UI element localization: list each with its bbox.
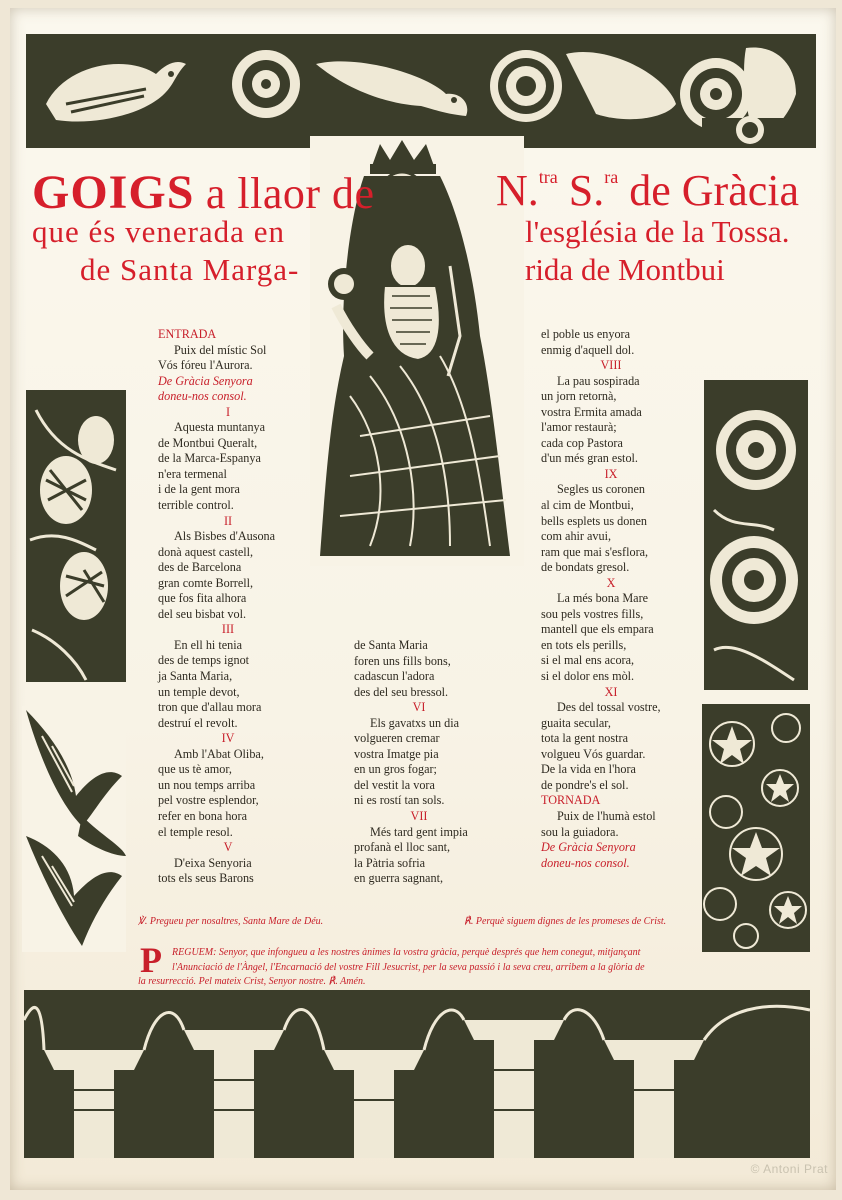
prayer-block — [138, 940, 700, 990]
verse-line: Els gavatxs un dia — [370, 715, 460, 730]
pinecone-woodcut — [26, 390, 126, 682]
verse-line: l'amor restaurà; — [541, 420, 617, 435]
verse-line: ni es rostí tan sols. — [354, 793, 445, 808]
stanza-number: V — [223, 840, 233, 855]
drop-cap: P — [140, 940, 162, 980]
verse-line: volgueren cremar — [354, 731, 440, 746]
verse-column-middle — [354, 638, 504, 887]
verse-line: des del seu bressol. — [354, 684, 449, 699]
title-line-3-left: de Santa Marga- — [80, 252, 300, 287]
verse-line: Puix de l'humà estol — [557, 808, 656, 823]
title-line-3-right: rida de Montbui — [525, 252, 725, 287]
verse-line: i de la gent mora — [158, 482, 240, 497]
verse-line: gran comte Borrell, — [158, 575, 254, 590]
title-line-1-left: GOIGS a llaor de — [32, 166, 375, 219]
verse-line: un nou temps arriba — [158, 777, 256, 792]
verse-line: sou pels vostres fills, — [541, 606, 644, 621]
verse-line: el poble us enyora — [541, 327, 631, 341]
flowers-woodcut — [704, 380, 808, 690]
verse-line: un jorn retornà, — [541, 389, 617, 404]
verse-line: volgueu Vós guardar. — [541, 746, 646, 761]
verse-line: Segles us coronen — [557, 482, 646, 497]
verse-line: Als Bisbes d'Ausona — [174, 529, 276, 544]
response-text: ℟. Perquè siguem dignes de les promeses de Crist. — [464, 916, 667, 927]
verse-line: com ahir avui, — [541, 529, 612, 544]
verse-line: en un gros fogar; — [354, 762, 437, 777]
title-line-2-right: l'església de la Tossa. — [525, 214, 790, 249]
verse-line: ja Santa Maria, — [158, 669, 233, 684]
verse-line: foren uns fills bons, — [354, 653, 451, 668]
verse-line: ram que mai s'esflora, — [541, 544, 649, 559]
title-line-2-left: que és venerada en — [32, 214, 285, 249]
verse-line: Més tard gent impia — [370, 824, 468, 839]
verse-line: tota la gent nostra — [541, 731, 628, 746]
verse-line: pel vostre esplendor, — [158, 793, 259, 808]
stanza-number: III — [221, 622, 235, 637]
verse-line: guaita secular, — [541, 715, 611, 730]
verse-line: la Pàtria sofria — [354, 855, 426, 870]
verse-line: si el dolor ens mòl. — [541, 669, 635, 684]
verse-line: si el mal ens acora, — [541, 653, 635, 668]
verse-line: de la Marca-Espanya — [158, 451, 261, 466]
verse-line: sou la guiadora. — [541, 824, 619, 839]
verse-line: La pau sospirada — [557, 373, 640, 388]
verse-line: donà aquest castell, — [158, 544, 254, 559]
stanza-number: IX — [604, 466, 618, 481]
verse-line: De la vida en l'hora — [541, 762, 636, 777]
verse-line: de Santa Maria — [354, 638, 428, 652]
verse-line: d'un més gran estol. — [541, 451, 638, 466]
verse-line: de pondre's el sol. — [541, 777, 629, 792]
verse-line: del vestit la vora — [354, 777, 435, 792]
verse-line: en tots els perills, — [541, 637, 627, 652]
verse-line: bells esplets us donen — [541, 513, 647, 528]
verse-line: des de Barcelona — [158, 560, 242, 575]
verse-line: del seu bisbat vol. — [158, 606, 247, 621]
verse-line: destruí el revolt. — [158, 715, 238, 730]
stanza-number: IV — [221, 731, 235, 746]
refrain-line: doneu-nos consol. — [158, 389, 247, 404]
sun-flower-icon — [490, 50, 562, 122]
title-line-1-right: N.$^{tra}$ S.$^{ra}$ de Gràcia — [496, 166, 800, 215]
versicle-text: ℣. Pregueu per nosaltres, Santa Mare de Déu. — [138, 916, 324, 927]
photo-credit: © Antoni Prat — [750, 1162, 828, 1176]
top-border-woodcut — [26, 34, 816, 148]
flower-icon — [232, 50, 300, 118]
verse-line: Des del tossal vostre, — [557, 700, 661, 715]
verse-line: terrible control. — [158, 498, 234, 513]
verse-line: que us tè amor, — [158, 762, 232, 777]
verse-line: La més bona Mare — [557, 591, 649, 606]
verse-line: Aquesta muntanya — [174, 420, 266, 435]
verse-line: tots els seus Barons — [158, 871, 254, 886]
stanza-number: VI — [412, 700, 426, 715]
stanza-number: I — [225, 404, 231, 419]
verse-line: Amb l'Abat Oliba, — [174, 746, 264, 761]
verse-line: En ell hi tenia — [174, 637, 243, 652]
verse-line: que fos fita alhora — [158, 591, 247, 606]
verse-line: enmig d'aquell dol. — [541, 342, 635, 357]
verse-line: cada cop Pastora — [541, 435, 623, 450]
verse-line: profanà el lloc sant, — [354, 840, 451, 855]
flower-icon — [736, 116, 764, 144]
verse-line: n'era termenal — [158, 466, 227, 481]
prayer-line: la resurrecció. Pel mateix Crist, Senyor nostre. ℟. Amén. — [138, 976, 366, 988]
stanza-number: XI — [604, 684, 618, 699]
verse-line: de bondats gresol. — [541, 560, 630, 575]
verse-line: un temple devot, — [158, 684, 240, 699]
verse-line: el temple resol. — [158, 824, 233, 839]
stanza-number: II — [223, 513, 233, 528]
verse-line: tron que d'allau mora — [158, 700, 262, 715]
stars-woodcut — [702, 704, 810, 952]
verse-line: mantell que els empara — [541, 622, 654, 637]
verse-line: Puix del místic Sol — [174, 342, 267, 357]
verse-line: cadascun l'adora — [354, 669, 435, 684]
verse-column-left — [158, 327, 333, 887]
prayer-line: l'Anunciació de l'Àngel, l'Encarnació del vostre Fill Jesucrist, per la seva passió i la seva creu, arribem a la glòria de — [172, 961, 645, 973]
verse-line: refer en bona hora — [158, 808, 247, 823]
swallows-woodcut — [22, 706, 126, 952]
stanza-number: X — [606, 575, 616, 590]
verse-line: des de temps ignot — [158, 653, 250, 668]
verse-line: vostra Ermita amada — [541, 404, 642, 419]
stanza-number: VII — [410, 809, 428, 824]
verse-line: en guerra sagnant, — [354, 871, 443, 886]
verse-column-right — [541, 327, 691, 871]
verse-line: vostra Imatge pia — [354, 746, 439, 761]
verse-line: al cim de Montbui, — [541, 498, 634, 513]
verse-line: D'eixa Senyoria — [174, 855, 252, 870]
columns-woodcut — [24, 990, 810, 1158]
stanza-number: VIII — [600, 358, 622, 373]
verse-line: de Montbui Queralt, — [158, 435, 258, 450]
refrain-line: De Gràcia Senyora — [541, 840, 636, 855]
section-heading: TORNADA — [541, 793, 601, 808]
prayer-line: REGUEM: Senyor, que infongueu a les nostres ànimes la vostra gràcia, perquè després que hem conegut, mitjançant — [172, 947, 641, 958]
verse-line: Vós fóreu l'Aurora. — [158, 358, 253, 373]
section-heading: ENTRADA — [158, 327, 217, 341]
refrain-line: doneu-nos consol. — [541, 855, 630, 870]
refrain-line: De Gràcia Senyora — [158, 373, 253, 388]
